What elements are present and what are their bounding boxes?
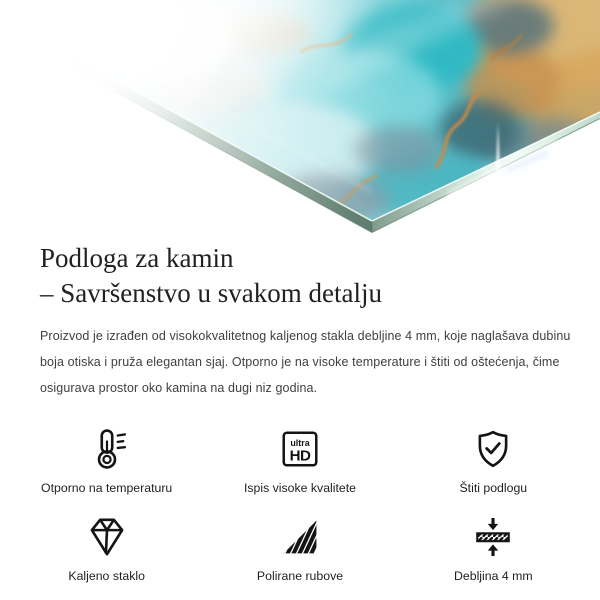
feature-temperature	[10, 425, 203, 495]
feature-polished-edges	[203, 513, 396, 583]
feature-label: Kaljeno staklo	[68, 569, 145, 583]
svg-text:HD: HD	[289, 447, 311, 465]
ultra-hd-icon	[279, 425, 321, 473]
description-line-2: boja otiska i pruža elegantan sjaj. Otporno je na visoke temperature i štiti od oštećenja, čime	[40, 355, 560, 369]
polished-edges-icon	[279, 513, 321, 561]
thermometer-icon	[85, 425, 129, 473]
feature-thickness	[397, 513, 590, 583]
feature-protects-surface	[397, 425, 590, 495]
feature-print-quality	[203, 425, 396, 495]
feature-label: Polirane rubove	[256, 569, 344, 583]
description-line-3: osigurava prostor oko kamina na dugi niz godina.	[40, 381, 318, 395]
white-fade-topleft	[0, 0, 600, 238]
thickness-icon	[472, 513, 514, 561]
description-line-1: Proizvod je izrađen od visokokvalitetnog kaljenog stakla debljine 4 mm, koje naglašava dubinu	[40, 329, 571, 343]
product-description-section	[0, 241, 600, 401]
product-description	[40, 323, 572, 401]
title-line-2: – Savršenstvo u svakom detalju	[40, 278, 382, 308]
feature-label: Štiti podlogu	[459, 481, 528, 495]
feature-grid	[0, 425, 600, 583]
shield-check-icon	[472, 425, 514, 473]
feature-label: Debljina 4 mm	[454, 569, 533, 583]
page-title	[40, 241, 572, 311]
svg-text:ultra: ultra	[290, 437, 310, 448]
feature-label: Otporno na temperaturu	[41, 481, 173, 495]
feature-tempered-glass	[10, 513, 203, 583]
feature-label: Ispis visoke kvalitete	[243, 481, 357, 495]
product-image	[0, 0, 600, 238]
diamond-icon	[85, 513, 129, 561]
glass-panel-artwork	[0, 0, 600, 238]
title-line-1: Podloga za kamin	[40, 243, 234, 273]
